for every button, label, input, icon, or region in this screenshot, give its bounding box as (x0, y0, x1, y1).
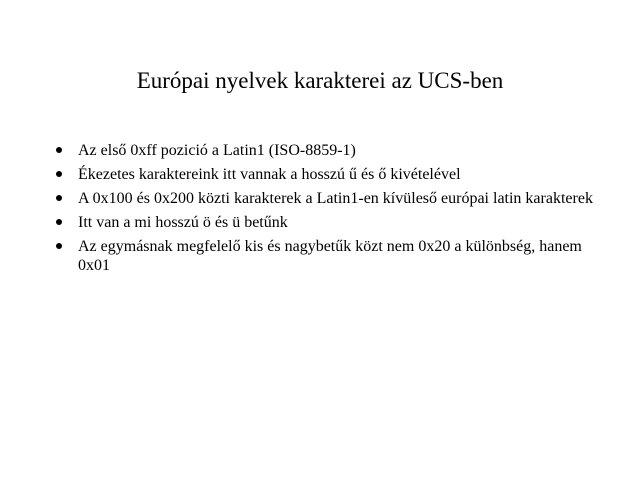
bullet-item (52, 213, 612, 232)
bullet-item (52, 189, 612, 208)
slide-title: Európai nyelvek karakterei az UCS-ben (136, 68, 504, 93)
bullet-text: Itt van a mi hosszú ö és ü betűnk (78, 214, 288, 231)
bullet-item (52, 141, 612, 160)
bullet-text: A 0x100 és 0x200 közti karakterek a Latin1-en kívüleső európai latin karakterek (78, 190, 593, 207)
bullet-dot-icon (56, 195, 62, 201)
bullet-dot-icon (56, 147, 62, 153)
bullet-text: Ékezetes karaktereink itt vannak a hosszú ű és ő kivételével (78, 166, 461, 183)
bullet-dot-icon (56, 171, 62, 177)
bullet-item (52, 165, 612, 184)
bullet-list (52, 141, 612, 280)
bullet-dot-icon (56, 243, 62, 249)
bullet-item (52, 237, 612, 275)
bullet-text: Az egymásnak megfelelő kis és nagybetűk közt nem 0x20 a különbség, hanem 0x01 (78, 238, 582, 274)
bullet-dot-icon (56, 219, 62, 225)
bullet-text: Az első 0xff pozició a Latin1 (ISO-8859-1) (78, 142, 356, 159)
